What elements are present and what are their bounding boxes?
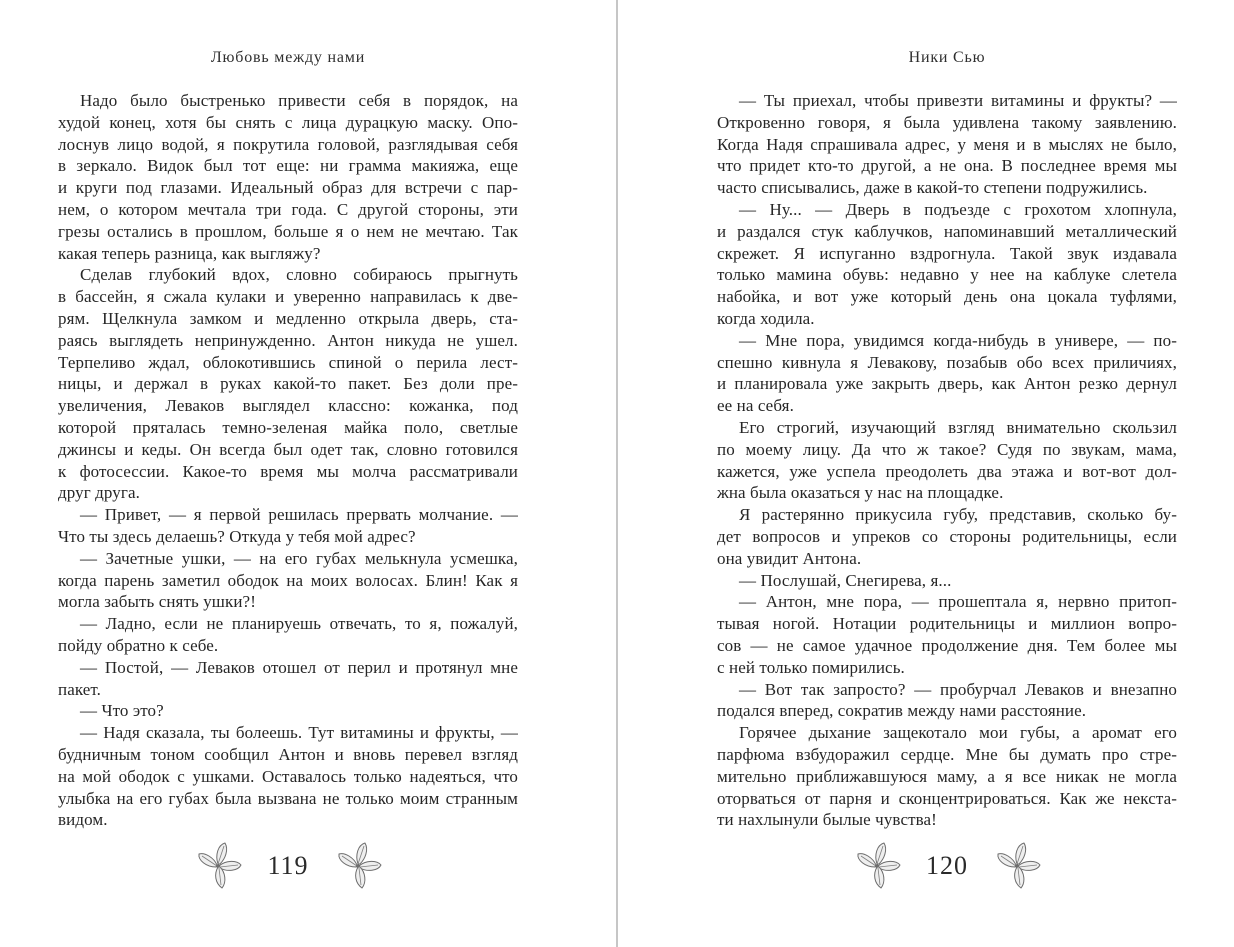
text-line: только мамина обувь: недавно у нее на каблуке слетела <box>717 265 1177 285</box>
text-line: Его строгий, изучающий взгляд внимательно скользил <box>739 417 1177 437</box>
paragraph <box>717 199 1177 330</box>
text-line: ти нахлынули былые чувства! <box>717 810 937 830</box>
floral-ornament-icon <box>331 841 385 891</box>
text-line: друг друга. <box>58 483 140 503</box>
text-line: улыбка на его губах была вызвана не только моим странным <box>58 788 518 808</box>
text-line: худой конец, хотя бы снять с лица дурацкую маску. Опо- <box>58 112 518 132</box>
text-line: сов — не самое удачное продолжение дня. Тем более мы <box>717 635 1177 655</box>
text-line: ницы, и держал в руках какой-то пакет. Без доли пре- <box>58 374 518 394</box>
text-line: Терпеливо ждал, облокотившись спиной о перила лест- <box>58 352 518 372</box>
floral-ornament-icon <box>850 841 904 891</box>
text-line: — Постой, — Леваков отошел от перил и протянул мне <box>80 657 518 677</box>
paragraph <box>717 722 1177 831</box>
page-footer <box>717 841 1177 891</box>
text-line: — Привет, — я первой решилась прервать молчание. — <box>80 505 518 525</box>
text-line: подался вперед, сократив между нами расстояние. <box>717 701 1087 721</box>
text-line: лоснув лицо водой, я покрутила головой, разглядывая себя <box>58 134 518 154</box>
text-line: рям. Щелкнула замком и медленно открыла дверь, ста- <box>58 308 518 328</box>
text-line: — Мне пора, увидимся когда-нибудь в универе, — по- <box>739 330 1177 350</box>
text-line: Когда Надя спрашивала адрес, у меня и в мыслях не было, <box>717 134 1177 154</box>
paragraph <box>717 90 1177 199</box>
paragraph <box>58 657 518 701</box>
text-line: пойду обратно к себе. <box>58 635 219 655</box>
text-line: джинсы и кеды. Он всегда был одет так, словно готовился <box>58 439 518 459</box>
text-line: и планировала уже закрыть дверь, как Антон резко дернул <box>717 374 1177 394</box>
page-text <box>58 90 518 831</box>
floral-ornament-icon <box>191 841 245 891</box>
text-line: Я растерянно прикусила губу, представив, сколько бу- <box>739 505 1177 525</box>
text-line: пакет. <box>58 679 102 699</box>
text-line: — Ты приехал, чтобы привезти витамины и фрукты? — <box>739 91 1177 110</box>
text-line: увеличения, Леваков выглядел классно: кожанка, под <box>58 396 518 416</box>
text-line: могла забыть снять ушки?! <box>58 592 256 612</box>
paragraph <box>717 417 1177 504</box>
text-line: тывая ногой. Нотации родительницы и миллион вопро- <box>717 614 1177 634</box>
text-line: — Послушай, Снегирева, я... <box>739 570 952 590</box>
text-line: когда парень заметил ободок на моих волосах. Блин! Как я <box>58 570 518 590</box>
text-line: Горячее дыхание защекотало мои губы, а аромат его <box>739 723 1177 743</box>
paragraph <box>717 570 1177 592</box>
paragraph <box>58 722 518 831</box>
running-header: Любовь между нами <box>210 49 366 66</box>
paragraph <box>58 90 518 264</box>
text-line: какая теперь разница, как выгляжу? <box>58 243 321 263</box>
text-line: дет вопросов и упреков со стороны родительницы, если <box>717 526 1177 546</box>
text-line: когда ходила. <box>717 308 815 328</box>
text-line: — Надя сказала, ты болеешь. Тут витамины и фрукты, — <box>80 723 518 743</box>
text-line: оторваться от парня и сконцентрироваться. Как же некста- <box>717 788 1177 808</box>
text-line: кажется, уже успела преодолеть два этажа и вот-вот дол- <box>717 461 1177 481</box>
running-header: Ники Сью <box>908 49 986 66</box>
text-line: она увидит Антона. <box>717 548 862 568</box>
text-line: — Вот так запросто? — пробурчал Леваков и внезапно <box>739 679 1177 699</box>
paragraph <box>717 679 1177 723</box>
text-line: нем, о котором мечтала три года. С другой стороны, эти <box>58 199 518 219</box>
text-line: — Антон, мне пора, — прошептала я, нервно притоп- <box>739 592 1177 612</box>
text-line: грезы остались в прошлом, больше я о нем не мечтаю. Так <box>58 221 518 241</box>
text-line: парфюма взбудоражил сердце. Мне бы думать про стре- <box>717 744 1177 764</box>
text-line: набойка, и вот уже который день она цокала туфлями, <box>717 287 1177 307</box>
text-line: будничным тоном сообщил Антон и вновь перевел взгляд <box>58 744 518 764</box>
text-line: Сделав глубокий вдох, словно собираюсь прыгнуть <box>80 265 518 285</box>
text-line: на мой ободок с ушками. Оставалось только надеяться, что <box>58 766 518 786</box>
text-line: — Ну... — Дверь в подъезде с грохотом хлопнула, <box>739 199 1177 219</box>
book-page-left <box>58 0 518 947</box>
paragraph <box>58 700 518 722</box>
paragraph <box>717 504 1177 569</box>
text-line: Откровенно говоря, я была удивлена такому заявлению. <box>717 112 1177 132</box>
paragraph <box>717 591 1177 678</box>
text-line: и раздался стук каблучков, напоминавший металлический <box>717 221 1177 241</box>
text-line: спешно кивнула я Левакову, позабыв обо всех приличиях, <box>717 352 1177 372</box>
text-line: и круги под глазами. Идеальный образ для встречи с пар- <box>58 178 518 198</box>
text-line: по моему лицу. Да что ж такое? Судя по звукам, мама, <box>717 439 1177 459</box>
page-number: 119 <box>267 851 309 880</box>
paragraph <box>58 264 518 504</box>
text-line: часто списывались, даже в какой-то степени подружились. <box>717 178 1148 198</box>
text-line: скрежет. Я испуганно вздрогнула. Такой звук издавала <box>717 243 1177 263</box>
text-line: Что ты здесь делаешь? Откуда у тебя мой адрес? <box>58 526 416 546</box>
paragraph <box>717 330 1177 417</box>
text-line: в зеркало. Видок был тот еще: ни грамма макияжа, еще <box>58 156 518 176</box>
text-line: которой пряталась темно-зеленая майка поло, светлые <box>58 417 518 437</box>
floral-ornament-icon <box>990 841 1044 891</box>
page-number: 120 <box>926 851 968 880</box>
paragraph <box>58 548 518 613</box>
text-line: в бассейн, я сжала кулаки и уверенно направилась к две- <box>58 287 518 307</box>
paragraph <box>58 613 518 657</box>
text-line: раясь выглядеть непринужденно. Антон никуда не ушел. <box>58 330 518 350</box>
text-line: видом. <box>58 810 108 830</box>
page-gutter-divider <box>616 0 618 947</box>
text-line: — Зачетные ушки, — на его губах мелькнула усмешка, <box>80 548 518 568</box>
paragraph <box>58 504 518 548</box>
text-line: ее на себя. <box>717 396 794 416</box>
text-line: — Что это? <box>80 701 164 721</box>
text-line: с ней только помирились. <box>717 657 905 677</box>
text-line: Надо было быстренько привести себя в порядок, на <box>80 91 518 110</box>
text-line: что придет кто-то другой, а не она. В последнее время мы <box>717 156 1177 176</box>
book-page-right <box>717 0 1177 947</box>
page-footer <box>58 841 518 891</box>
text-line: мительно приближавшуюся маму, а я все никак не могла <box>717 766 1177 786</box>
page-text <box>717 90 1177 831</box>
text-line: — Ладно, если не планируешь отвечать, то я, пожалуй, <box>80 614 518 634</box>
text-line: жна была оказаться у нас на площадке. <box>717 483 1004 503</box>
text-line: к фотосессии. Какое-то время мы молча рассматривали <box>58 461 518 481</box>
